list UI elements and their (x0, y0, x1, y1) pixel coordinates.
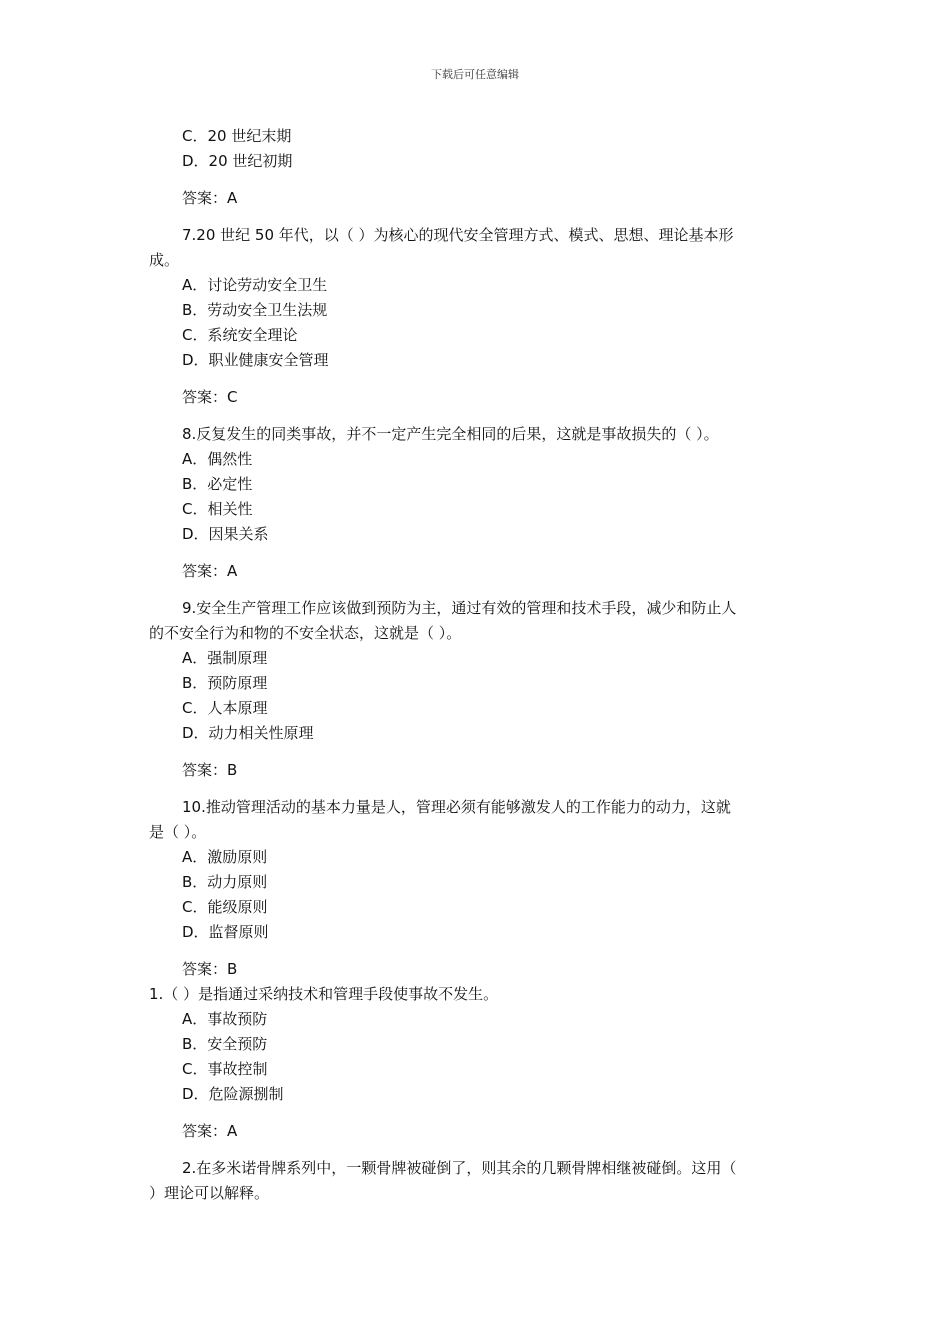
option-line: D．20 世纪初期 (182, 152, 293, 170)
option-line: A．偶然性 (182, 450, 253, 468)
question-line: 2.在多米诺骨牌系列中，一颗骨牌被碰倒了，则其余的几颗骨牌相继被碰倒。这用（ (182, 1159, 737, 1177)
option-line: D．监督原则 (182, 923, 269, 941)
option-line: A．激励原则 (182, 848, 268, 866)
question-line: 7.20 世纪 50 年代，以（ ）为核心的现代安全管理方式、模式、思想、理论基本形 (182, 226, 734, 244)
question-line: 1.（ ）是指通过采纳技术和管理手段使事故不发生。 (149, 985, 499, 1003)
option-line: C．相关性 (182, 500, 253, 518)
question-continuation: 是（ ）。 (149, 823, 207, 841)
option-line: A．讨论劳动安全卫生 (182, 276, 328, 294)
answer-line: 答案：A (182, 1122, 238, 1140)
question-continuation: 成。 (149, 251, 180, 269)
answer-line: 答案：A (182, 562, 238, 580)
option-line: B．安全预防 (182, 1035, 268, 1053)
option-line: C．系统安全理论 (182, 326, 298, 344)
question-continuation: 的不安全行为和物的不安全状态，这就是（ ）。 (149, 624, 462, 642)
option-line: C．能级原则 (182, 898, 268, 916)
option-line: C．20 世纪末期 (182, 127, 292, 145)
option-line: B．动力原则 (182, 873, 268, 891)
question-continuation: ）理论可以解释。 (149, 1184, 270, 1202)
question-line: 8.反复发生的同类事故，并不一定产生完全相同的后果，这就是事故损失的（ ）。 (182, 425, 719, 443)
question-line: 9.安全生产管理工作应该做到预防为主，通过有效的管理和技术手段，减少和防止人 (182, 599, 737, 617)
option-line: C．人本原理 (182, 699, 268, 717)
page-header: 下载后可任意编辑 (431, 68, 519, 81)
option-line: D．职业健康安全管理 (182, 351, 329, 369)
answer-line: 答案：B (182, 761, 238, 779)
document-body (149, 124, 809, 1206)
option-line: D．动力相关性原理 (182, 724, 314, 742)
option-line: B．预防原理 (182, 674, 268, 692)
option-line: B．必定性 (182, 475, 253, 493)
answer-line: 答案：C (182, 388, 238, 406)
option-line: D．因果关系 (182, 525, 269, 543)
answer-line: 答案：B (182, 960, 238, 978)
answer-line: 答案：A (182, 189, 238, 207)
option-line: C．事故控制 (182, 1060, 268, 1078)
option-line: D．危险源捌制 (182, 1085, 284, 1103)
option-line: B．劳动安全卫生法规 (182, 301, 328, 319)
option-line: A．事故预防 (182, 1010, 268, 1028)
option-line: A．强制原理 (182, 649, 268, 667)
question-line: 10.推动管理活动的基本力量是人，管理必须有能够激发人的工作能力的动力，这就 (182, 798, 731, 816)
